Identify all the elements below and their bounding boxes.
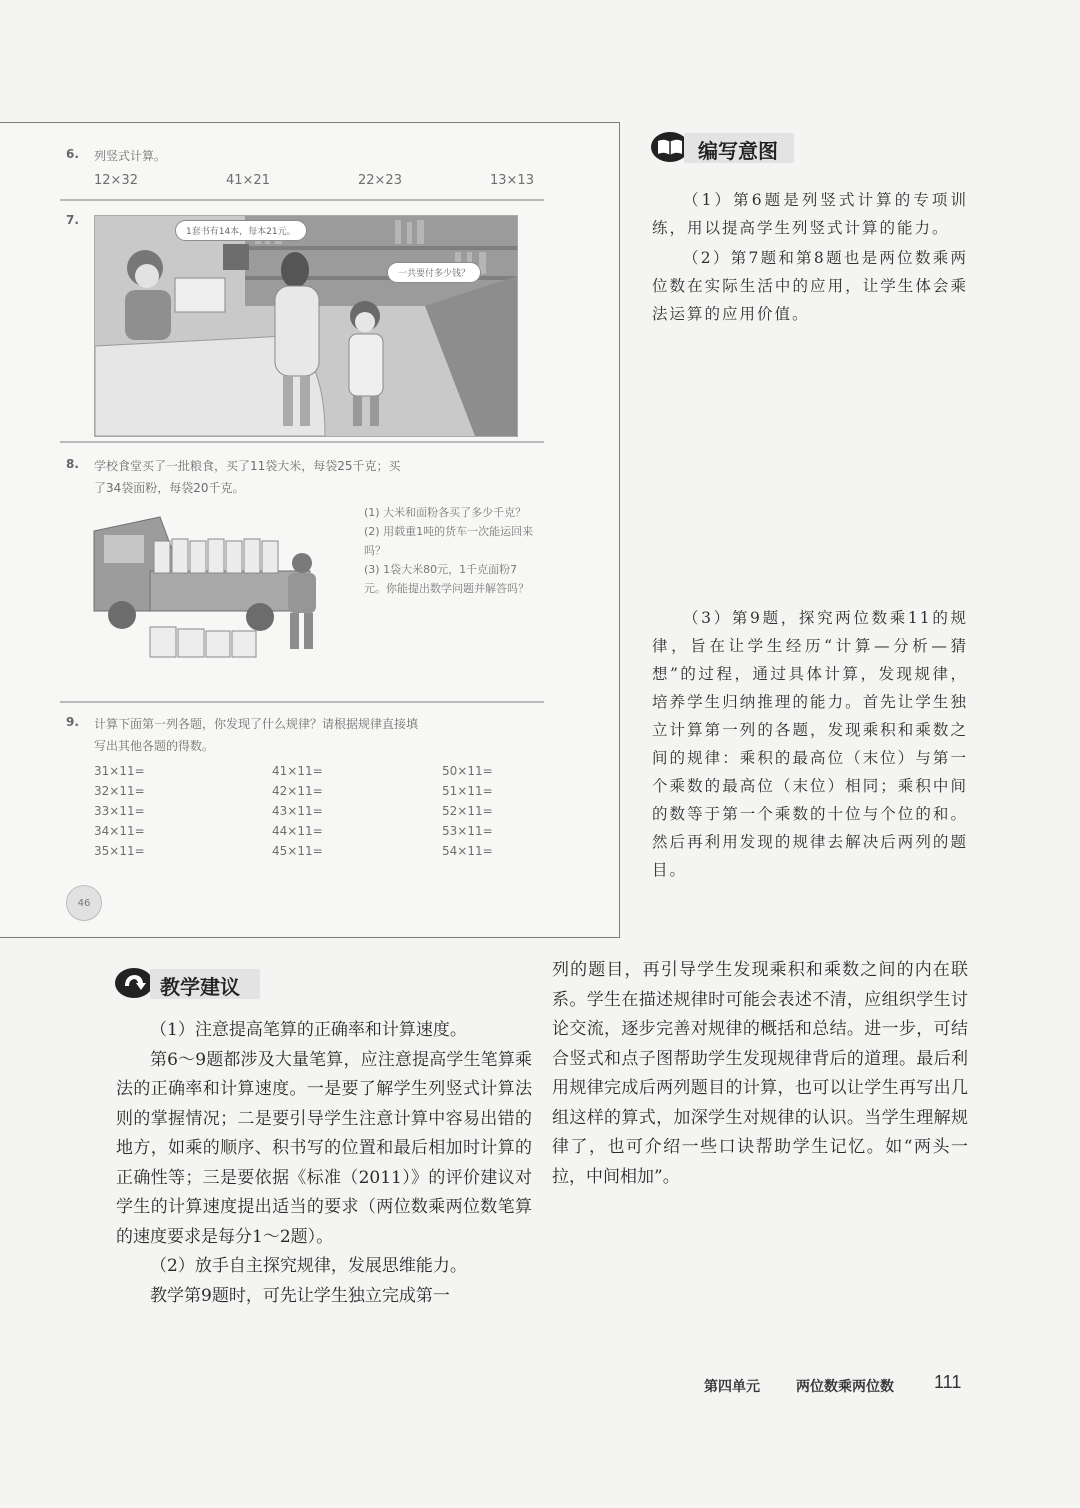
q8-text-line1: 学校食堂买了一批粮食，买了11袋大米，每袋25千克；买: [94, 459, 401, 473]
q6-item: 12×32: [94, 173, 138, 188]
advice-right-column: [552, 956, 968, 1192]
speech-bubble-cashier: 1套书有14本，每本21元。: [175, 220, 307, 241]
q6-label: 6.: [66, 147, 79, 161]
advice-paragraph-3: 列的题目，再引导学生发现乘积和乘数之间的内在联系。学生在描述规律时可能会表述不清，应组织学生讨论交流，逐步完善对规律的概括和总结。进一步，可结合竖式和点子图帮助学生发现规律背后的道理。最后利用规律完成后两列题目的计算，也可以让学生再写出几组这样的算式，加深学生对规律的认识。当学生理解规律了，也可介绍一些口诀帮助学生记忆。如“两头一拉，中间相加”。: [552, 960, 968, 1187]
advice-paragraph-2: 教学第9题时，可先让学生独立完成第一: [150, 1285, 450, 1306]
q7-label: 7.: [66, 213, 79, 227]
bookstore-illustration: [94, 215, 518, 437]
intent-body-top: [652, 186, 968, 328]
q9-column-3: [442, 761, 493, 861]
hand-arrow-icon: [114, 966, 154, 1000]
q9-item: 33×11=: [94, 804, 145, 818]
q8-question: (1) 大米和面粉各买了多少千克？: [364, 506, 527, 519]
divider: [60, 701, 544, 703]
q8-question: (3) 1袋大米80元，1千克面粉7元。你能提出数学问题并解答吗？: [364, 563, 529, 595]
speech-bubble-child: 一共要付多少钱？: [387, 262, 481, 283]
footer-page-number: 111: [934, 1372, 962, 1392]
q6-item: 13×13: [490, 173, 534, 188]
intent-paragraph-3: （3）第9题，探究两位数乘11的规律，旨在让学生经历“计算—分析—猜想”的过程，通过具体计算，发现规律，培养学生归纳推理的能力。首先让学生独立计算第一列的各题，发现乘积和乘数之间的规律：乘积的最高位（末位）与第一个乘数的最高位（末位）相同；乘积中间的数等于第一个乘数的十位与个位的和。然后再利用发现的规律去解决后两列的题目。: [652, 609, 968, 879]
q9-item: 45×11=: [272, 844, 323, 858]
q9-label: 9.: [66, 715, 79, 729]
q9-item: 41×11=: [272, 764, 323, 778]
intent-body-bottom: [652, 604, 968, 884]
advice-title: 教学建议: [160, 975, 240, 999]
advice-heading-2: （2）放手自主探究规律，发展思维能力。: [150, 1256, 467, 1276]
truck-drawing: [90, 501, 340, 671]
q6-item: 22×23: [358, 173, 402, 188]
q8-question: (2) 用载重1吨的货车一次能运回来吗？: [364, 525, 534, 557]
truck-illustration: [90, 501, 340, 671]
bookstore-drawing: [95, 216, 517, 436]
q6-title: 列竖式计算。: [94, 149, 167, 163]
advice-paragraph-1: 第6～9题都涉及大量笔算，应注意提高学生笔算乘法的正确率和计算速度。一是要了解学生列竖式计算法则的掌握情况；二是要引导学生注意计算中容易出错的地方，如乘的顺序、积书写的位置和最后相加时计算的正确性等；三是要依据《标准（2011）》的评价建议对学生的计算速度提出适当的要求（两位数乘两位数笔算的速度要求是每分1～2题）。: [116, 1049, 532, 1247]
q8-label: 8.: [66, 457, 79, 471]
advice-left-column: [116, 1016, 532, 1311]
q9-item: 42×11=: [272, 784, 323, 798]
divider: [60, 199, 544, 201]
q8-text-line2: 了34袋面粉，每袋20千克。: [94, 481, 245, 495]
q9-item: 43×11=: [272, 804, 323, 818]
q9-item: 51×11=: [442, 784, 493, 798]
footer-topic: 两位数乘两位数: [796, 1379, 894, 1395]
footer-unit: 第四单元: [704, 1379, 760, 1395]
intent-paragraph-1: （1）第6题是列竖式计算的专项训练，用以提高学生列竖式计算的能力。: [652, 191, 968, 237]
q6-items: [94, 173, 534, 188]
q9-item: 54×11=: [442, 844, 493, 858]
q8-question-list: [364, 503, 534, 598]
q9-text-line2: 写出其他各题的得数。: [94, 739, 215, 753]
q9-item: 44×11=: [272, 824, 323, 838]
q9-text-line1: 计算下面第一列各题，你发现了什么规律？请根据规律直接填: [94, 717, 419, 731]
intent-title: 编写意图: [698, 139, 778, 163]
q9-item: 50×11=: [442, 764, 493, 778]
intent-paragraph-2: （2）第7题和第8题也是两位数乘两位数在实际生活中的应用，让学生体会乘法运算的应用价值。: [652, 249, 968, 323]
q9-column-2: [272, 761, 323, 861]
q9-column-1: [94, 761, 145, 861]
q6-item: 41×21: [226, 173, 270, 188]
textbook-page-number: 46: [66, 885, 102, 921]
q9-item: 32×11=: [94, 784, 145, 798]
q9-item: 31×11=: [94, 764, 145, 778]
q9-item: 35×11=: [94, 844, 145, 858]
q9-item: 52×11=: [442, 804, 493, 818]
q9-item: 34×11=: [94, 824, 145, 838]
q9-item: 53×11=: [442, 824, 493, 838]
textbook-page-excerpt: [0, 122, 620, 938]
advice-heading-1: （1）注意提高笔算的正确率和计算速度。: [150, 1020, 467, 1040]
divider: [60, 441, 544, 443]
